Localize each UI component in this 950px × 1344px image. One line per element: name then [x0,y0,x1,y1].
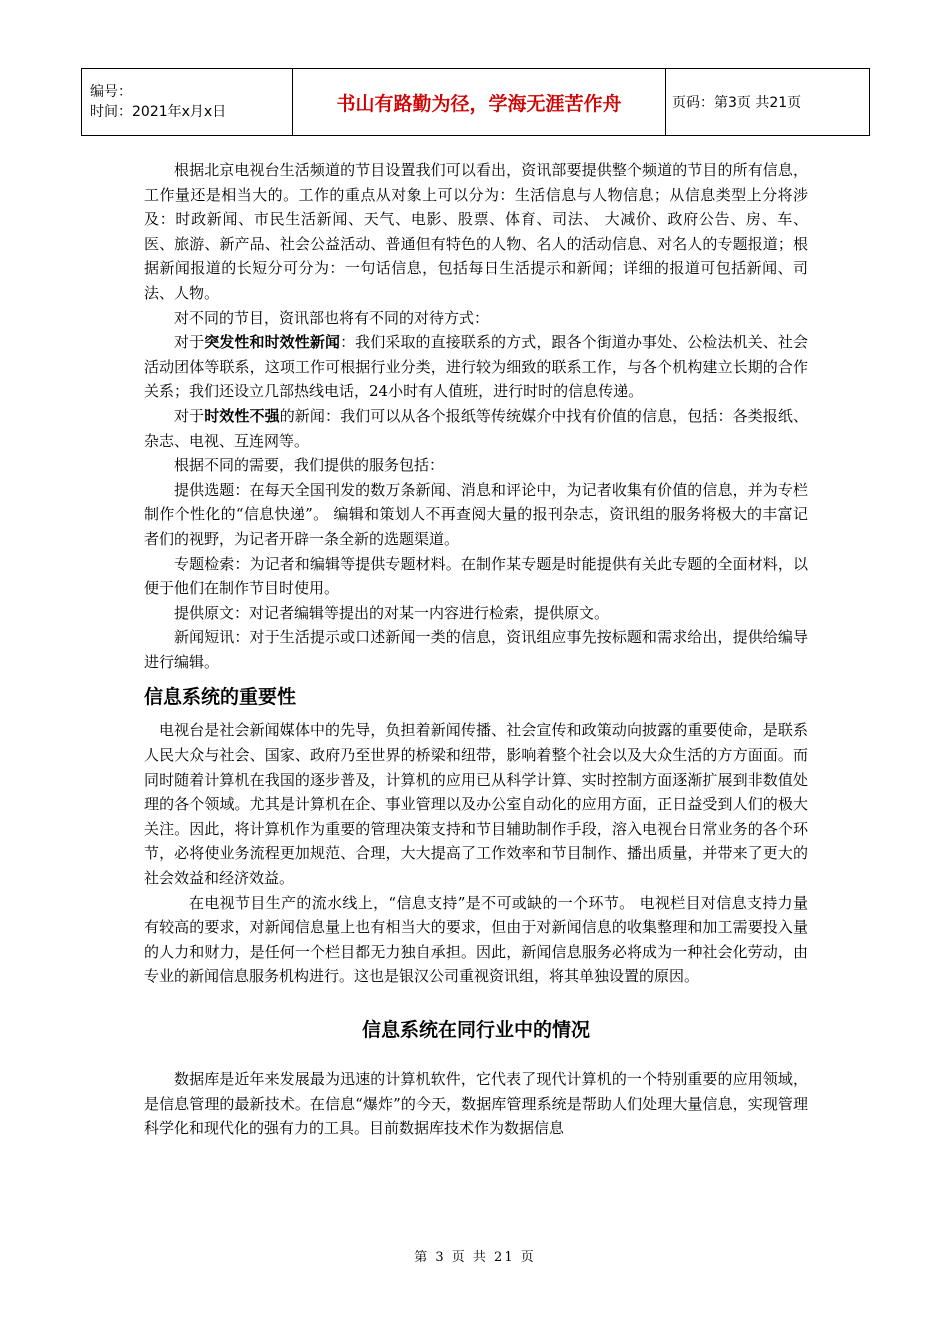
body-paragraph-2: 对不同的节目，资讯部也将有不同的对待方式： [174,308,490,327]
section1-paragraph-2: 在电视节目生产的流水线上，“信息支持”是不可或缺的一个环节。 电视栏目对信息支持力量有较高的要求，对新闻信息量上也有相当大的要求，但由于对新闻信息的收集整理和加工需要投入量的人力和财力，是任何一个栏目都无力独自承担。因此，新闻信息服务必将成为一种社会化劳动，由专业的新闻信息服务机构进行。这也是银汉公司重视资讯组，将其单独设置的原因。 [144,893,808,986]
p3-prefix: 对于 [174,333,205,352]
page-footer: 第 3 页 共 21 页 [414,1250,536,1265]
p3-rest: ：我们采取的直接联系的方式，跟各个街道办事处、公检法机关、社会活动团体等联系，这项工作可根据行业分类，进行较为细致的联系工作，与各个机构建立长期的合作关系；我们还设立几部热线电话，24小时有人值班，进行时时的信息传递。 [144,333,808,401]
body-paragraph-4 [144,404,808,453]
body-paragraph-3 [144,330,808,404]
body-paragraph-1: 根据北京电视台生活频道的节目设置我们可以看出，资讯部要提供整个频道的节目的所有信息，工作量还是相当大的。工作的重点从对象上可以分为：生活信息与人物信息；从信息类型上分将涉及：时政新闻、市民生活新闻、天气、电影、股票、体育、司法、 大减价、政府公告、房、车、医、旅游、新产品、社会公益活动、普通但有特色的人物、名人的活动信息、对名人的专题报道；根据新闻报道的长短分可分为：一句话信息，包括每日生活提示和新闻；详细的报道可包括新闻、司法、人物。 [144,161,808,302]
header-table [81,68,870,136]
document-body [144,158,808,1141]
p4-rest: 的新闻：我们可以从各个报纸等传统媒介中找有价值的信息，包括：各类报纸、杂志、电视、互连网等。 [144,406,808,450]
p4-bold-term: 时效性不强 [204,406,280,425]
section-heading-importance: 信息系统的重要性 [144,686,297,709]
body-paragraph-6: 提供选题：在每天全国刊发的数万条新闻、消息和评论中，为记者收集有价值的信息，并为专栏制作个性化的“信息快递”。 编辑和策划人不再查阅大量的报刊杂志，资讯组的服务将极大的丰富记者们的视野，为记者开辟一条全新的选题渠道。 [144,480,808,548]
section2-paragraph-1: 数据库是近年来发展最为迅速的计算机软件，它代表了现代计算机的一个特别重要的应用领域，是信息管理的最新技术。在信息“爆炸”的今天，数据库管理系统是帮助人们处理大量信息，实现管理科学化和现代化的强有力的工具。目前数据库技术作为数据信息 [144,1070,808,1138]
body-paragraph-7: 专题检索：为记者和编辑等提供专题材料。在制作某专题是时能提供有关此专题的全面材料，以便于他们在制作节目时使用。 [144,554,808,598]
body-paragraph-5: 根据不同的需要，我们提供的服务包括： [174,456,445,475]
document-number-label: 编号： [90,84,132,100]
document-time-label: 时间：2021年x月x日 [90,104,227,120]
header-motto: 书山有路勤为径，学海无涯苦作舟 [293,69,666,136]
p3-bold-term: 突发性和时效性新闻 [204,333,341,352]
body-paragraph-8: 提供原文：对记者编辑等提出的对某一内容进行检索，提供原文。 [174,603,610,622]
section1-paragraph-1: 电视台是社会新闻媒体中的先导，负担着新闻传播、社会宣传和政策动向披露的重要使命，是联系人民大众与社会、国家、政府乃至世界的桥梁和纽带，影响着整个社会以及大众生活的方方面面。而同时随着计算机在我国的逐步普及，计算机的应用已从科学计算、实时控制方面逐渐扩展到非数值处理的各个领域。尤其是计算机在企、事业管理以及办公室自动化的应用方面，正日益受到人们的极大关注。因此，将计算机作为重要的管理决策支持和节目辅助制作手段，溶入电视台日常业务的各个环节，必将使业务流程更加规范、合理，大大提高了工作效率和节目制作、播出质量，并带来了更大的社会效益和经济效益。 [144,721,808,888]
section-heading-industry: 信息系统在同行业中的情况 [361,1019,590,1041]
header-meta-cell [82,69,293,136]
p4-prefix: 对于 [174,406,205,425]
header-page-label: 页码：第3页 共21页 [666,69,870,136]
body-paragraph-9: 新闻短讯：对于生活提示或口述新闻一类的信息，资讯组应事先按标题和需求给出，提供给编导进行编辑。 [144,628,808,671]
